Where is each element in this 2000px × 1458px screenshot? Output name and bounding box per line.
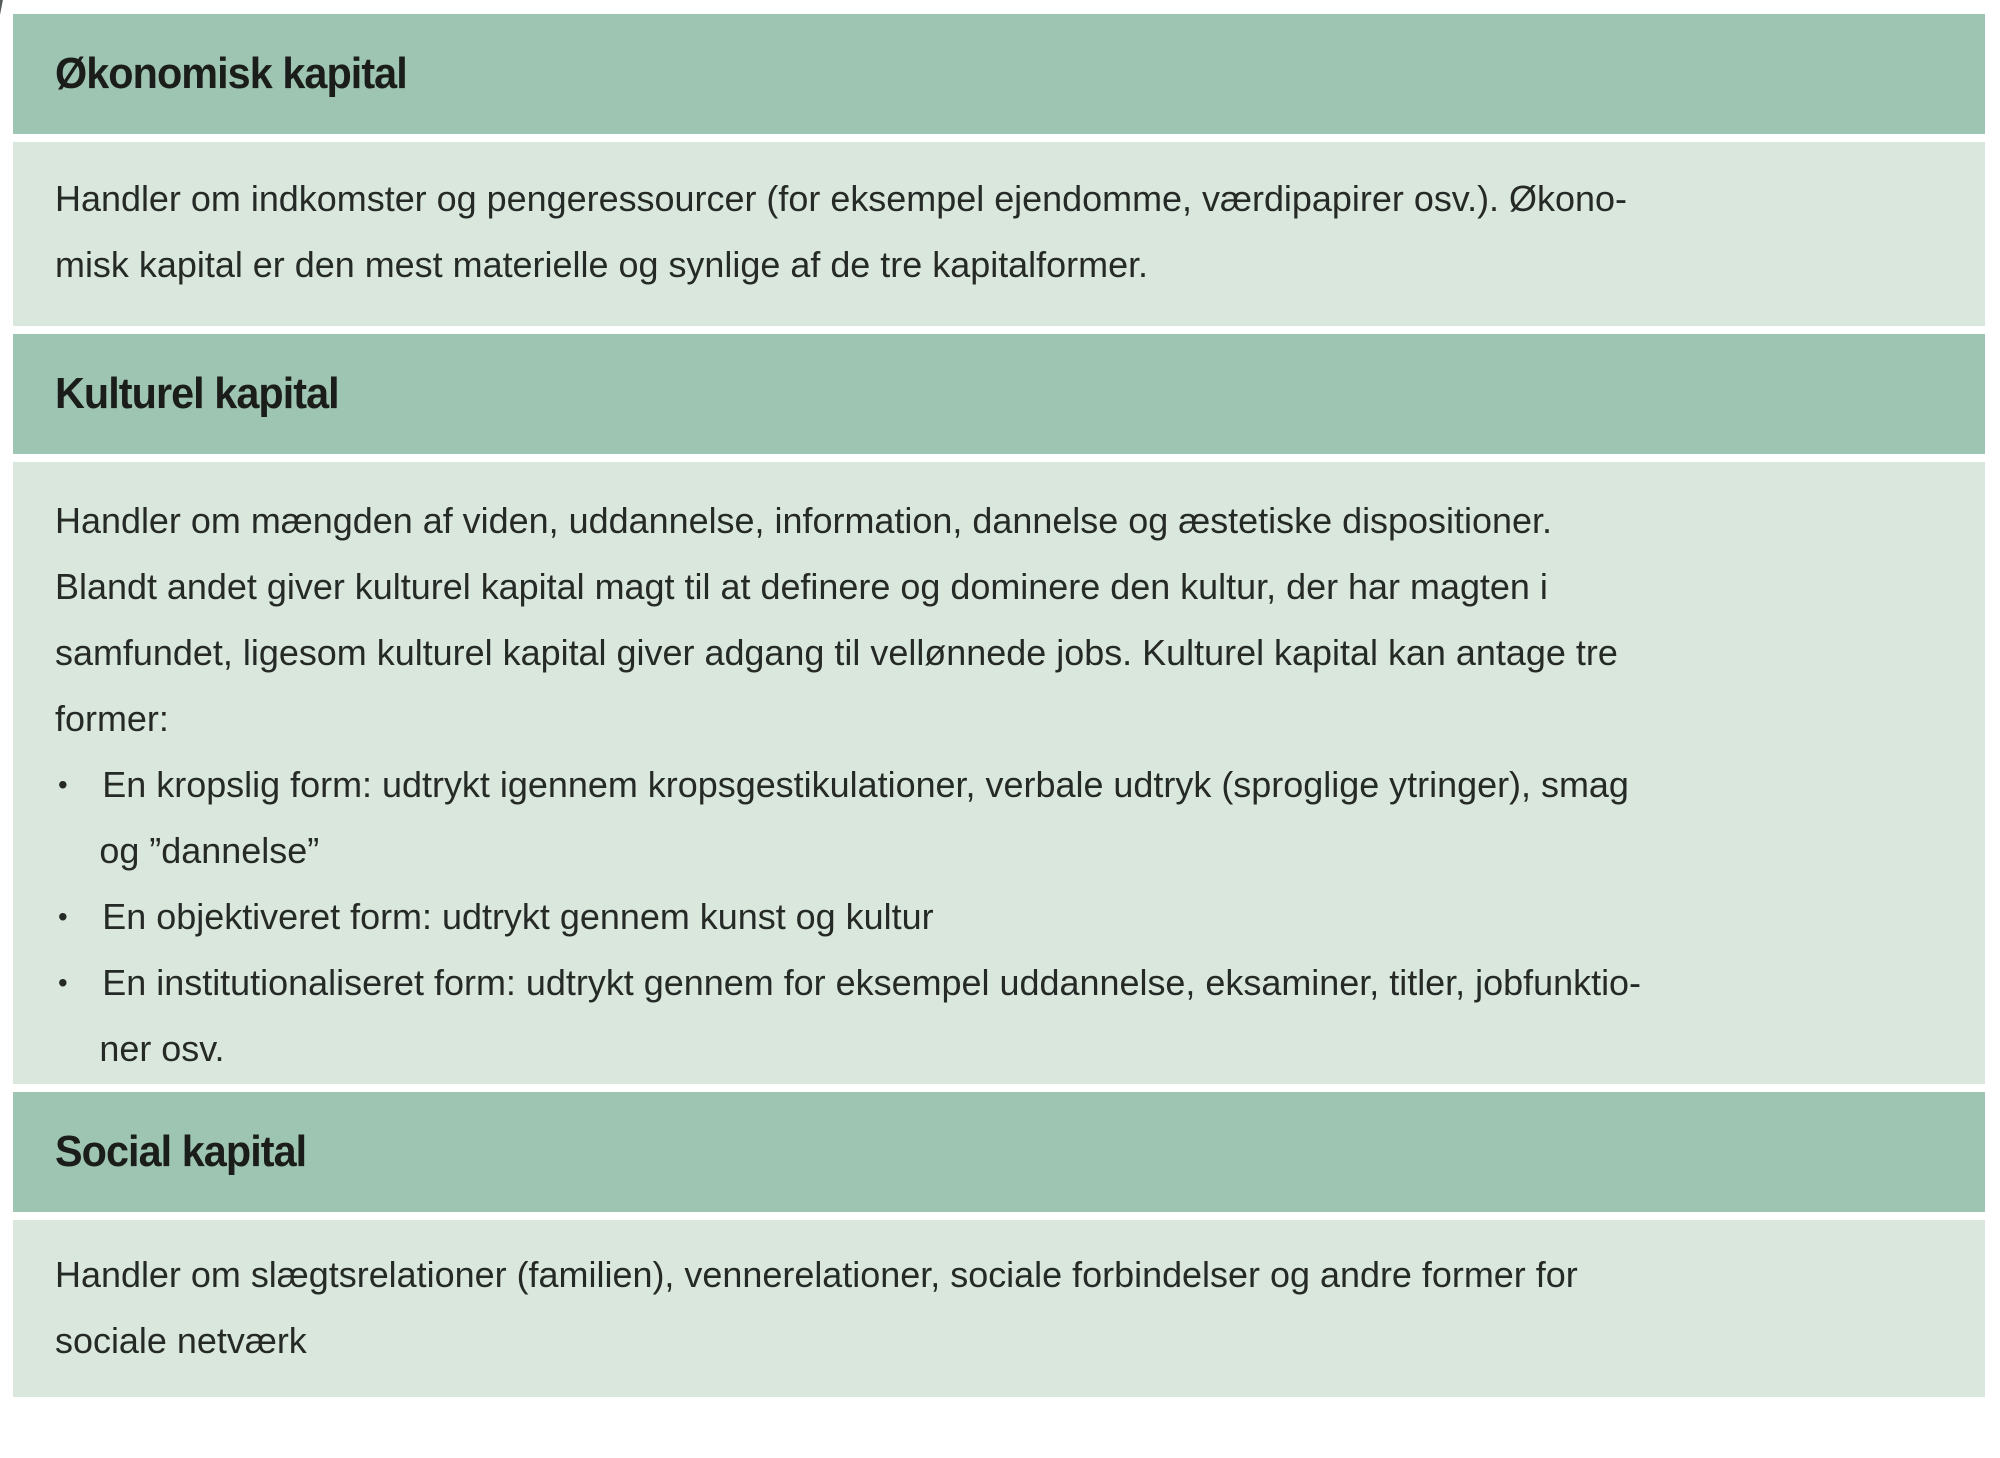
body-text-line: samfundet, ligesom kulturel kapital giver adgang til vellønnede jobs. Kulturel kapital kan antage tre — [55, 632, 1618, 673]
section-title: Økonomisk kapital — [55, 49, 407, 98]
bullet-text-line: En kropslig form: udtrykt igennem kropsgestikulationer, verbale udtryk (sproglige ytringer), smag — [102, 764, 1629, 805]
bullet-item — [55, 950, 1927, 1016]
body-text-line: Blandt andet giver kulturel kapital magt til at definere og dominere den kultur, der har magten i — [55, 566, 1548, 607]
body-text-line: Handler om indkomster og pengeressourcer (for eksempel ejendomme, værdipapirer osv.). Økono- — [55, 178, 1627, 219]
bullet-item — [55, 884, 1927, 950]
bullet-text-line: og ”dannelse” — [99, 830, 320, 871]
capital-forms-table — [13, 14, 1985, 1397]
body-text-line: former: — [55, 698, 169, 739]
bullet-text-line: En objektiveret form: udtrykt gennem kunst og kultur — [102, 896, 934, 937]
bullet-text-line: ner osv. — [99, 1028, 225, 1069]
section-title: Social kapital — [55, 1127, 307, 1176]
section-body — [13, 1220, 1985, 1397]
section-body — [13, 462, 1985, 1084]
bullet-list — [55, 752, 1955, 1082]
body-text-line: sociale netværk — [55, 1320, 307, 1361]
bullet-marker: • — [57, 967, 68, 998]
bullet-text-line: En institutionaliseret form: udtrykt gennem for eksempel uddannelse, eksaminer, titler, jobfunktio- — [102, 962, 1642, 1003]
bullet-marker: • — [57, 901, 68, 932]
section-cultural-capital — [13, 334, 1985, 1084]
bullet-item — [55, 752, 1927, 818]
section-header — [13, 334, 1985, 454]
section-body — [13, 142, 1985, 326]
section-title: Kulturel kapital — [55, 369, 339, 418]
section-header — [13, 14, 1985, 134]
section-social-capital — [13, 1092, 1985, 1397]
scan-artifact — [0, 0, 4, 46]
body-text-line: Handler om slægtsrelationer (familien), vennerelationer, sociale forbindelser og andre former for — [55, 1254, 1578, 1295]
bullet-marker: • — [57, 769, 68, 800]
body-text-line: Handler om mængden af viden, uddannelse, information, dannelse og æstetiske dispositioner. — [55, 500, 1552, 541]
section-economic-capital — [13, 14, 1985, 326]
body-text-line: misk kapital er den mest materielle og synlige af de tre kapitalformer. — [55, 244, 1149, 285]
section-header — [13, 1092, 1985, 1212]
